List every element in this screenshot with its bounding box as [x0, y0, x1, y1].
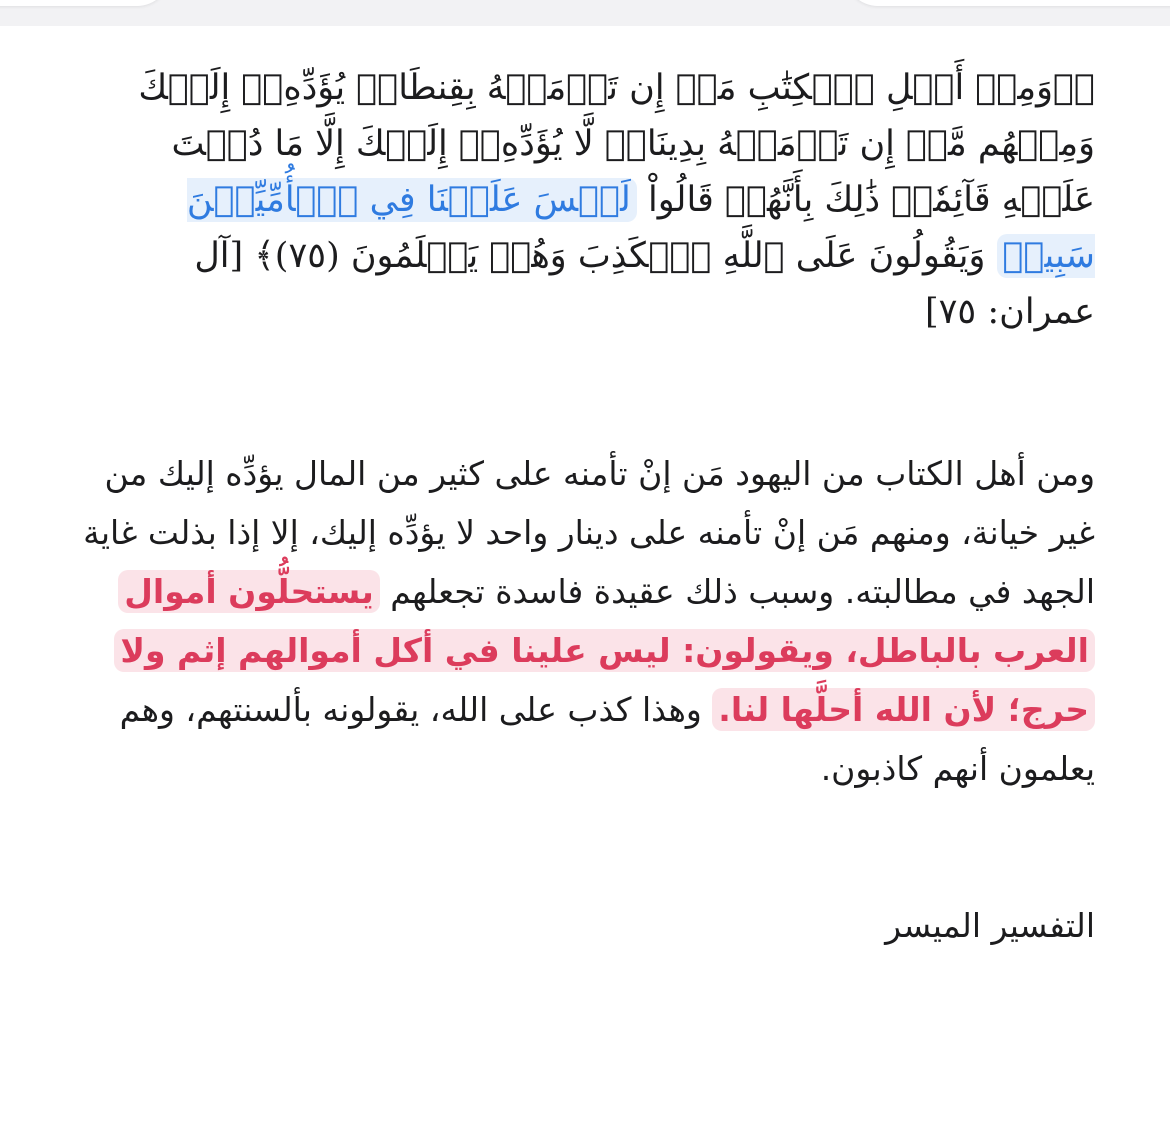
- verse-text: ﴿۞وَمِنۡ أَهۡلِ ٱلۡكِتَٰبِ مَنۡ إِن تَأۡمَنۡهُ بِقِنطَارٖ يُؤَدِّهِۦٓ إِلَيۡكَ وَمِنۡهُم مَّنۡ إِن تَأۡمَنۡهُ بِدِينَارٖ لَّا يُؤَدِّهِۦٓ إِلَيۡكَ إِلَّا مَا دُمۡتَ عَلَيۡهِ قَآئِمٗاۗ ذَٰلِكَ بِأَنَّهُمۡ قَالُواْ: [138, 68, 1095, 220]
- top-right-control[interactable]: [845, 0, 1170, 6]
- tafsir-text-end: وهذا كذب على الله، يقولونه بألسنتهم، وهم يعلمون أنهم كاذبون.: [119, 690, 1095, 788]
- top-left-control[interactable]: [0, 0, 170, 6]
- tafsir-text: [80, 444, 1095, 798]
- tafsir-highlight[interactable]: يستحلُّون أموال العرب بالباطل، ويقولون: ليس علينا في أكل أموالهم إثم ولا حرج؛ لأن الله أحلَّها لنا.: [114, 570, 1095, 731]
- verse-highlight[interactable]: لَيۡسَ عَلَيۡنَا فِي ٱلۡأُمِّيِّـۧنَ سَبِيلٞ: [186, 180, 1095, 276]
- quran-verse: [80, 60, 1095, 340]
- verse-text-end: وَيَقُولُونَ عَلَى ٱللَّهِ ٱلۡكَذِبَ وَهُمۡ يَعۡلَمُونَ (٧٥)﴾ [آل عمران: ٧٥]: [194, 236, 1095, 332]
- tafsir-source: التفسير الميسر: [885, 906, 1095, 945]
- tafsir-content: [80, 60, 1095, 955]
- top-bar: [0, 0, 1170, 26]
- tafsir-text-start: ومن أهل الكتاب من اليهود مَن إنْ تأمنه على كثير من المال يؤدِّه إليك من غير خيانة، ومنهم مَن إنْ تأمنه على دينار واحد لا يؤدِّه إليك، إلا إذا بذلت غاية الجهد في مطالبته. وسبب ذلك عقيدة فاسدة تجعلهم: [83, 454, 1095, 611]
